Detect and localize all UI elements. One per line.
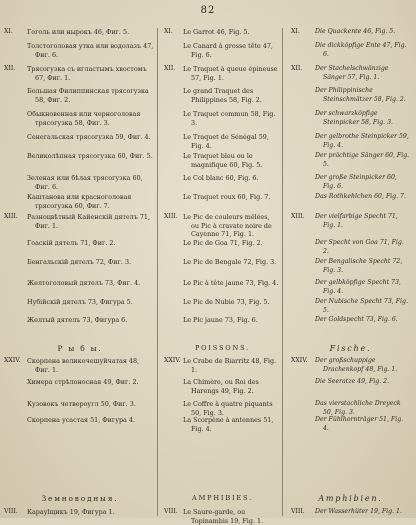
index-entry [0, 174, 160, 191]
entry-text: Le Canard à grosse tête 47, Fig. 6. [183, 42, 273, 59]
entry-text: Der Goldspecht 73, Fig. 6. [315, 316, 398, 323]
entry-text: Химера стрѣлоносная 49, Фиг. 2. [27, 378, 139, 386]
index-entry [285, 65, 416, 82]
entry-text: Der Nubische Specht 73, Fig. 5. [315, 298, 408, 314]
index-entry [0, 279, 160, 288]
index-entry [285, 298, 416, 315]
russian-column [0, 28, 160, 516]
entry-text: Der prächtige Sänger 60, Fig. 5. [315, 152, 410, 168]
plate-number: XI. [291, 28, 300, 35]
index-entry [285, 378, 416, 387]
entry-text: Der vielfarbige Specht 71, Fig. 1. [315, 213, 398, 229]
index-entry [160, 152, 285, 169]
entry-text: Великолѣпная трясогузка 60, Фиг. 5. [27, 152, 153, 160]
entry-text: Die dickköpfige Ente 47, Fig. 6. [315, 42, 407, 58]
index-entry [160, 193, 285, 202]
entry-text: Разноцвѣтный Кайенскій дятелъ 71, Фиг. 1. [27, 213, 151, 230]
entry-text: Желтый дятелъ 73, Фигура 6. [27, 316, 128, 324]
index-entry [0, 316, 160, 325]
index-entry [285, 258, 416, 275]
index-entry [285, 152, 416, 169]
entry-text: Le Traquet roux 60, Fig. 7. [183, 193, 271, 201]
entry-text: Скорпена усастая 51, Фигура 4. [27, 416, 135, 424]
entry-text: Der Wasserhüter 19, Fig. 1. [315, 508, 402, 515]
entry-text: Le Pic jaune 73, Fig. 6. [183, 316, 258, 324]
plate-number: VIII. [4, 508, 18, 515]
index-entry [160, 416, 285, 433]
entry-text: Das Rothkehlchen 60, Fig. 7. [315, 193, 406, 200]
entry-text: Der Philippinische Steinschmätzer 58, Fig. 2. [315, 87, 406, 103]
entry-text: Le Traquet bleu ou le magnifique 60, Fig. 5. [183, 152, 263, 169]
entry-text: Le grand Traquet des Philippines 58, Fig. 2. [183, 87, 262, 104]
section-fish-heading: POISSONS. [194, 344, 251, 352]
index-entry [160, 378, 285, 395]
index-entry [160, 174, 285, 183]
plate-number: VIII. [164, 508, 178, 515]
index-entry [160, 400, 285, 417]
entry-text: Сенегальская трясогузка 59, Фиг. 4. [27, 133, 151, 141]
index-entry [160, 28, 285, 37]
german-column [285, 28, 416, 516]
entry-text: Das vierstachliche Dreyeck 50, Fig. 3. [315, 400, 401, 416]
entry-text: Большая Филиппинская трясогузка 58, Фиг. 2. [27, 87, 149, 104]
plate-number: XXIV. [4, 357, 21, 364]
index-entry [285, 508, 416, 517]
plate-number: XIII. [4, 213, 18, 220]
index-entry [0, 400, 160, 409]
index-entry [285, 110, 416, 127]
entry-text: Зеленая или бѣлая трясогузка 60, Фиг. 6. [27, 174, 143, 191]
index-entry [0, 87, 160, 104]
index-entry [160, 213, 285, 239]
index-entry [285, 193, 416, 202]
index-entry [0, 65, 160, 82]
index-entry [0, 298, 160, 307]
index-entry [0, 416, 160, 425]
entry-text: Der große Steinpicker 60, Fig. 6. [315, 174, 397, 190]
index-entry [160, 298, 285, 307]
entry-text: Der gelbrothe Steinpicker 59, Fig. 4. [315, 133, 409, 149]
index-entry [285, 400, 416, 417]
index-entry [285, 316, 416, 325]
entry-text: Каштанова или красноголовая трясогузка 60, Фиг. 7. [27, 193, 132, 210]
index-entry [160, 133, 285, 150]
index-entry [285, 174, 416, 191]
plate-number: XIII. [164, 213, 178, 220]
section-amphibia-heading: AMPHIBIES. [192, 494, 253, 502]
plate-number: XII. [4, 65, 16, 72]
index-entry [160, 357, 285, 374]
entry-text: Le Coffre à quatre piquants 50, Fig. 3. [183, 400, 273, 417]
index-entry [0, 357, 160, 374]
index-entry [285, 87, 416, 104]
plate-number: XI. [4, 28, 13, 35]
entry-text: Нубійскій дятелъ 73, Фигура 5. [27, 298, 133, 306]
entry-text: Le Traquet de Sénégal 59, Fig. 4. [183, 133, 269, 150]
entry-text: Le Pic à tête jaune 73, Fig. 4. [183, 279, 279, 287]
index-entry [285, 28, 416, 37]
index-entry [160, 279, 285, 288]
entry-text: Бенгальскій дятелъ 72, Фиг. 3. [27, 258, 132, 266]
entry-text: Die Quackente 46, Fig. 5. [315, 28, 396, 35]
index-entry [285, 279, 416, 296]
plate-number: XXIV. [164, 357, 181, 364]
index-entry [285, 213, 416, 230]
index-entry [160, 508, 285, 525]
plate-number: VIII. [291, 508, 305, 515]
index-entry [160, 316, 285, 325]
section-fish-heading: Fische. [329, 344, 372, 353]
entry-text: Le Pic de Bengale 72, Fig. 3. [183, 258, 277, 266]
index-entry [0, 133, 160, 142]
index-entry [160, 42, 285, 59]
entry-text: Le Traquet à queue épineuse 57, Fig. 1. [183, 65, 278, 82]
entry-text: Le Saure-garde, ou Topinambis 19, Fig. 1. [183, 508, 264, 525]
entry-text: Le Garrot 46, Fig. 5. [183, 28, 250, 36]
entry-text: Гоаскій дятелъ 71, Фиг. 2. [27, 239, 116, 247]
index-entry [0, 28, 160, 37]
index-entry [160, 110, 285, 127]
entry-text: La Chimère, ou Roi des Harengs 49, Fig. 2. [183, 378, 259, 395]
index-entry [160, 87, 285, 104]
entry-text: Le Pic de Nubie 73, Fig. 5. [183, 298, 270, 306]
index-entry [160, 65, 285, 82]
plate-number: XXIV. [291, 357, 308, 364]
entry-text: Обыкновенная или черноголовая трясогузка 58, Фиг. 3. [27, 110, 141, 127]
index-entry [0, 193, 160, 210]
entry-text: Der Stachelschwänzige Sänger 57, Fig. 1. [315, 65, 389, 81]
plate-number: XII. [164, 65, 176, 72]
entry-text: Желтоголовый дятелъ 73, Фиг. 4. [27, 279, 141, 287]
index-entry [285, 133, 416, 150]
entry-text: Der Fühlhornträger 51, Fig. 4. [315, 416, 404, 432]
plate-number: XII. [291, 65, 303, 72]
entry-text: Die Seeratze 49, Fig. 2. [315, 378, 390, 385]
entry-text: La Scorpène à antennes 51, Fig. 4. [183, 416, 274, 433]
index-entry [285, 42, 416, 59]
index-entry [0, 508, 160, 517]
index-entry [0, 213, 160, 230]
index-entry [285, 357, 416, 374]
entry-text: Der gelbköpfige Specht 73, Fig. 4. [315, 279, 401, 295]
entry-text: Der Bengalische Specht 72, Fig. 3. [315, 258, 403, 274]
entry-text: Le Crabe de Biarritz 48, Fig. 1. [183, 357, 277, 374]
entry-text: Der großschuppige Drachenkopf 48, Fig. 1. [315, 357, 398, 373]
index-entry [0, 42, 160, 59]
entry-text: Толстоголовая утка или водолазъ 47, Фиг. 6. [27, 42, 154, 59]
entry-text: Le Traquet commun 58, Fig. 3. [183, 110, 276, 127]
entry-text: Der Specht von Goa 71, Fig. 2. [315, 239, 404, 255]
entry-text: Трясогузка съ игластымъ хвостомъ 67, Фиг. 1. [27, 65, 147, 82]
section-amphibia-heading: Amphibien. [318, 494, 383, 503]
index-entry [0, 152, 160, 161]
entry-text: Le Col blanc 60, Fig. 6. [183, 174, 259, 182]
entry-text: Скорпена великочешуйчатая 48, Фиг. 1. [27, 357, 140, 374]
index-entry [0, 258, 160, 267]
index-entry [160, 258, 285, 267]
entry-text: Гоголь или нырокъ 46, Фиг. 5. [27, 28, 130, 36]
entry-text: Кузовокъ четвероугл 50, Фиг. 3. [27, 400, 136, 408]
index-entry [160, 239, 285, 248]
index-entry [285, 239, 416, 256]
plate-number: XI. [164, 28, 173, 35]
entry-text: Le Pic de Goa 71, Fig. 2. [183, 239, 263, 247]
entry-text: Le Pic de couleurs mêlées, ou Pic à cravate noire de Cayenne 71, Fig. 1. [183, 213, 272, 239]
plate-number: XIII. [291, 213, 305, 220]
section-amphibia-heading: Земноводныя. [41, 494, 119, 503]
section-fish-heading: Р ы б ы. [57, 344, 103, 353]
index-entry [0, 239, 160, 248]
page-number: 82 [200, 5, 216, 16]
french-column [160, 28, 285, 525]
index-entry [0, 378, 160, 387]
index-entry [285, 416, 416, 433]
entry-text: Карауlщикъ 19, Фигура 1. [27, 508, 115, 516]
entry-text: Der schwarzköpfige Steinpicker 58, Fig. 3. [315, 110, 393, 126]
index-entry [0, 110, 160, 127]
